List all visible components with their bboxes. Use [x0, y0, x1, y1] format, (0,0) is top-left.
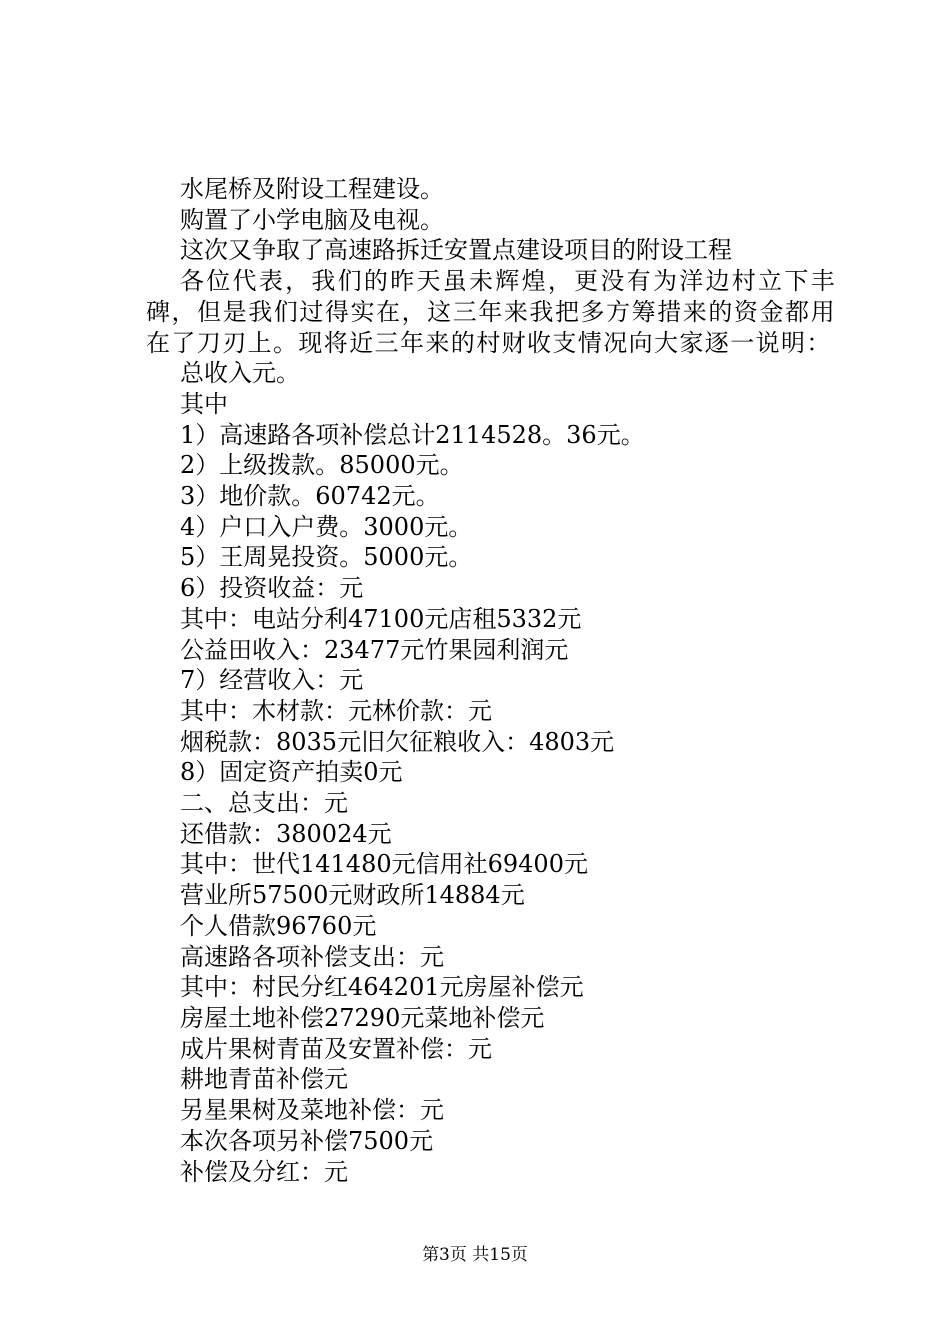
paragraph: 4）户口入户费。3000元。 — [180, 512, 473, 541]
paragraph: 补偿及分红：元 — [180, 1157, 348, 1186]
paragraph: 成片果树青苗及安置补偿：元 — [180, 1034, 492, 1063]
paragraph: 购置了小学电脑及电视。 — [180, 205, 444, 234]
paragraph: 二、总支出：元 — [180, 789, 348, 818]
paragraph: 其中：世代141480元信用社69400元 — [180, 850, 588, 879]
paragraph: 这次又争取了高速路拆迁安置点建设项目的附设工程 — [180, 236, 732, 265]
paragraph: 另星果树及菜地补偿：元 — [180, 1096, 444, 1125]
paragraph: 还借款：380024元 — [180, 819, 392, 848]
paragraph: 其中：电站分利47100元店租5332元 — [180, 604, 582, 633]
document-body — [146, 174, 836, 1187]
paragraph: 各位代表，我们的昨天虽未辉煌，更没有为洋边村立下丰碑，但是我们过得实在，这三年来我把多方筹措来的资金都用在了刀刃上。现将近三年来的村财收支情况向大家逐一说明： — [146, 267, 836, 357]
paragraph: 6）投资收益：元 — [180, 574, 364, 603]
page-footer — [0, 1244, 950, 1266]
paragraph: 本次各项另补偿7500元 — [180, 1126, 434, 1155]
paragraph: 公益田收入：23477元竹果园利润元 — [180, 635, 569, 664]
paragraph: 烟税款：8035元旧欠征粮收入：4803元 — [180, 727, 615, 756]
paragraph: 个人借款96760元 — [180, 911, 377, 940]
paragraph: 2）上级拨款。85000元。 — [180, 451, 464, 480]
paragraph: 3）地价款。60742元。 — [180, 482, 440, 511]
paragraph: 其中 — [180, 389, 228, 418]
paragraph: 高速路各项补偿支出：元 — [180, 942, 444, 971]
paragraph: 水尾桥及附设工程建设。 — [180, 175, 444, 203]
paragraph: 房屋土地补偿27290元菜地补偿元 — [180, 1003, 545, 1032]
page-number: 第3页 共15页 — [422, 1245, 528, 1265]
paragraph: 营业所57500元财政所14884元 — [180, 881, 525, 910]
paragraph: 总收入元。 — [180, 359, 300, 388]
paragraph: 其中：木材款：元林价款：元 — [180, 696, 492, 725]
paragraph: 8）固定资产拍卖0元 — [180, 758, 403, 787]
paragraph: 耕地青苗补偿元 — [180, 1065, 348, 1094]
paragraph: 5）王周晃投资。5000元。 — [180, 543, 473, 572]
paragraph: 1）高速路各项补偿总计2114528。36元。 — [180, 420, 645, 449]
paragraph: 其中：村民分红464201元房屋补偿元 — [180, 973, 584, 1002]
paragraph: 7）经营收入：元 — [180, 666, 364, 695]
